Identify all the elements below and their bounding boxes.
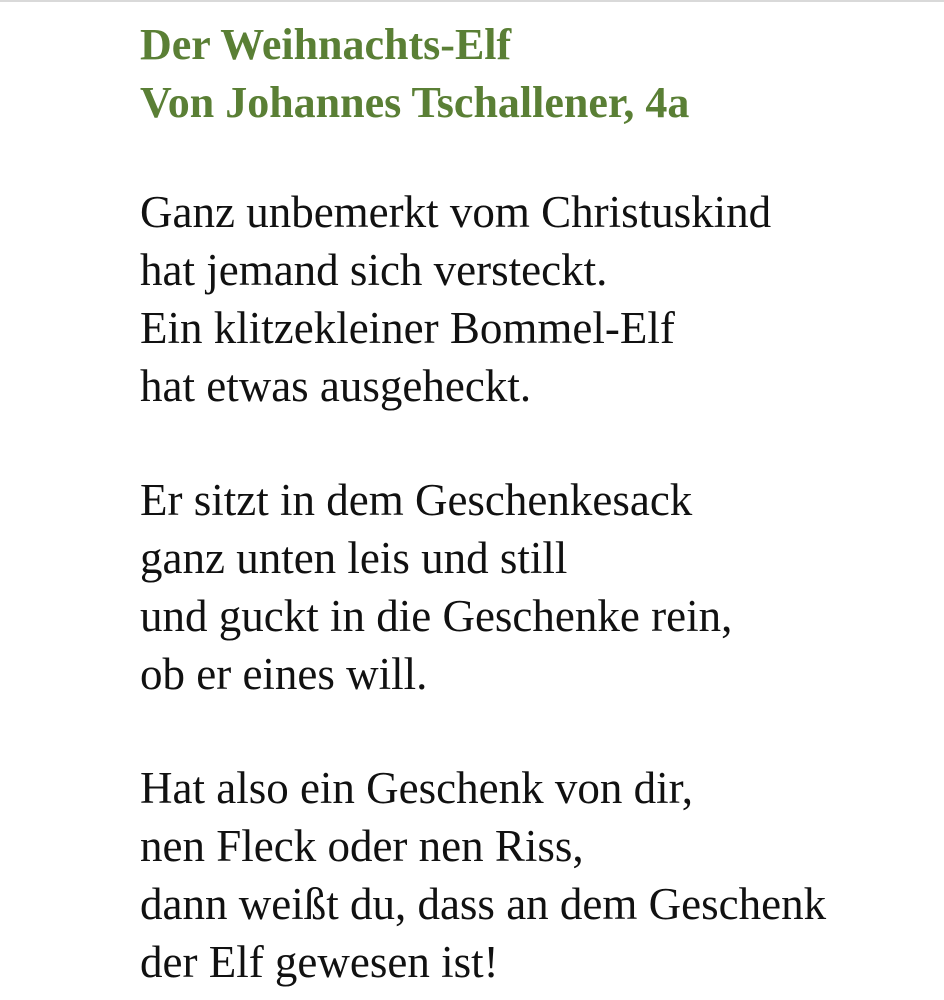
title-block [140,16,930,132]
verse-line: ob er eines will. [140,649,428,699]
stanza-2 [140,471,930,703]
poem-body [140,183,930,991]
poem-document [140,16,930,991]
verse-line: Er sitzt in dem Geschenkesack [140,475,693,525]
verse-line: dann weißt du, dass an dem Geschenk [140,879,827,929]
verse-line: Hat also ein Geschenk von dir, [140,763,694,813]
verse-line: nen Fleck oder nen Riss, [140,821,584,871]
verse-line: ganz unten leis und still [140,533,568,583]
verse-line: hat jemand sich versteckt. [140,245,608,295]
verse-line: Ein klitzekleiner Bommel-Elf [140,303,675,353]
verse-line: der Elf gewesen ist! [140,937,499,987]
poem-title: Der Weihnachts-Elf [140,20,512,69]
author-line: Von Johannes Tschallener, 4a [140,78,690,127]
verse-line: und guckt in die Geschenke rein, [140,591,733,641]
verse-line: Ganz unbemerkt vom Christuskind [140,187,772,237]
stanza-3 [140,759,930,991]
stanza-1 [140,183,930,415]
verse-line: hat etwas ausgeheckt. [140,361,532,411]
